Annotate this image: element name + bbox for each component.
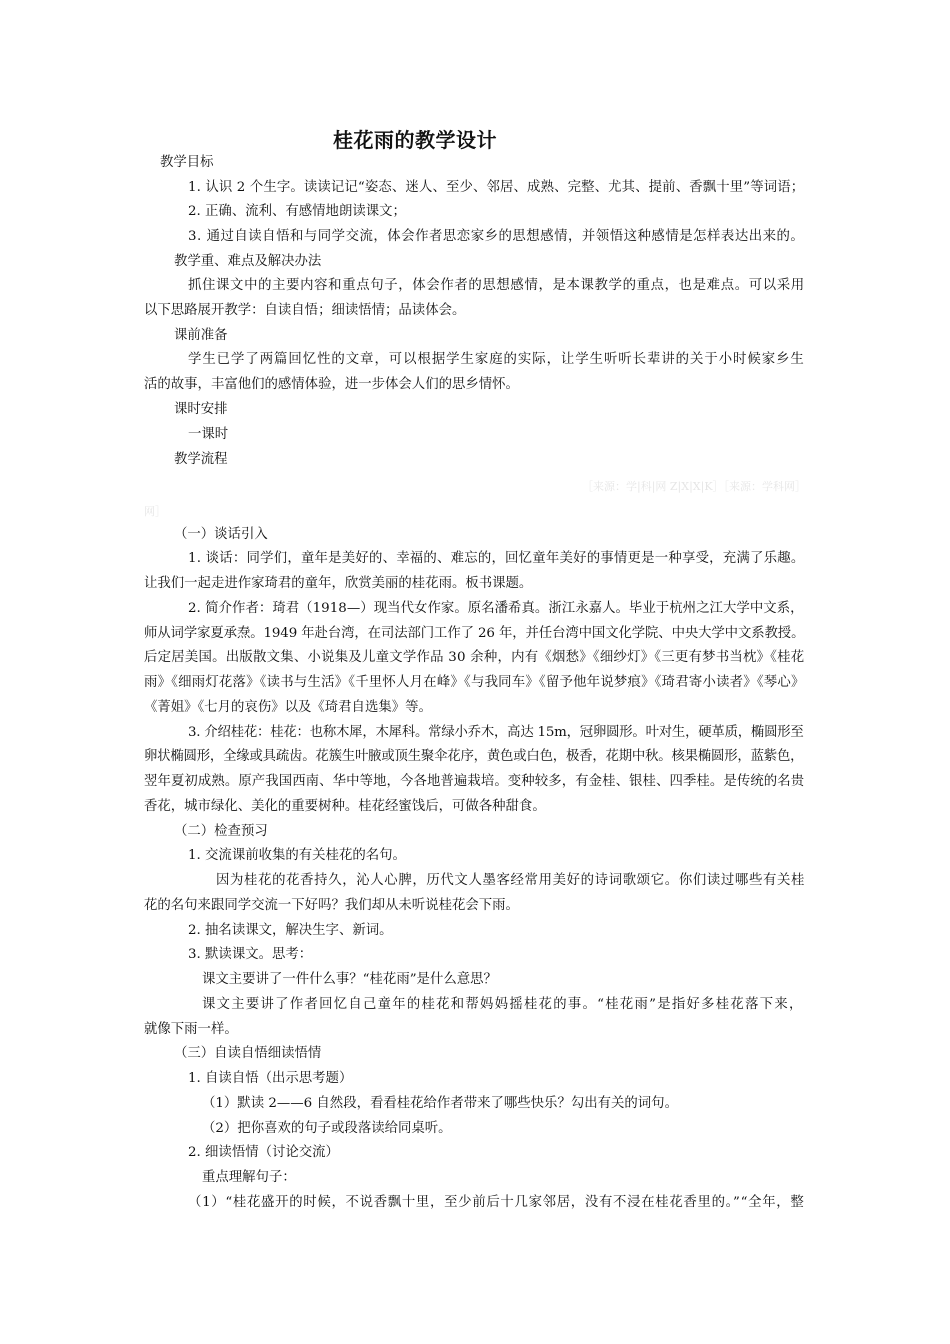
text-line: 活的故事，丰富他们的感情体验，进一步体会人们的思乡情怀。 [144, 377, 519, 392]
text-line: 香花，城市绿化、美化的重要树种。桂花经蜜饯后，可做各种甜食。 [144, 799, 546, 814]
text-line: 3. 介绍桂花：桂花：也称木犀，木犀科。常绿小乔木，高达 15m，冠卵圆形。叶对生，硬革质，椭圆形至 [188, 725, 804, 740]
text-line: 让我们一起走进作家琦君的童年，欣赏美丽的桂花雨。板书课题。 [144, 576, 533, 591]
text-line: 2. 抽名读课文，解决生字、新词。 [188, 923, 393, 938]
text-line: 翌年夏初成熟。原产我国西南、华中等地，今各地普遍栽培。变种较多，有金桂、银桂、四季桂。是传统的名贵 [144, 774, 805, 789]
text-line: 就像下雨一样。 [144, 1022, 238, 1037]
text-line: 1. 认识 2 个生字。读读记记“姿态、迷人、至少、邻居、成熟、完整、尤其、提前、香飘十里”等词语； [188, 180, 805, 195]
text-line: 重点理解句子： [202, 1170, 296, 1185]
text-line: （三）自读自悟细读悟情 [174, 1046, 322, 1061]
text-line: 2. 正确、流利、有感情地朗读课文； [188, 204, 406, 219]
text-line: （二）检查预习 [174, 824, 268, 839]
text-line: （1）默读 2——6 自然段，看看桂花给作者带来了哪些快乐？勾出有关的词句。 [202, 1096, 678, 1111]
text-line: 1. 自读自悟（出示思考题） [188, 1071, 353, 1086]
text-line: 教学重、难点及解决办法 [174, 254, 322, 269]
text-line: 2. 细读悟情（讨论交流） [188, 1145, 339, 1160]
text-line: 课文主要讲了一件什么事？“桂花雨”是什么意思？ [202, 972, 497, 987]
text-line: 教学目标 [160, 155, 214, 170]
text-line: 因为桂花的花香持久，沁人心脾，历代文人墨客经常用美好的诗词歌颂它。你们读过哪些有关桂 [216, 873, 806, 888]
text-line: 师从词学家夏承焘。1949 年赴台湾，在司法部门工作了 26 年，并任台湾中国文化学院、中央大学中文系教授。 [144, 626, 805, 641]
text-line: 1. 交流课前收集的有关桂花的名句。 [188, 848, 406, 863]
text-line: （2）把你喜欢的句子或段落读给同桌听。 [202, 1121, 452, 1136]
text-line: 雨》《细雨灯花落》《读书与生活》《千里怀人月在峰》《与我同车》《留予他年说梦痕》《琦君寄小读者》《琴心》 [144, 675, 805, 690]
document-title: 桂花雨的教学设计 [333, 128, 497, 152]
watermark-text: ［来源：学|科|网 Z|X|X|K］［来源：学科网］ [582, 480, 807, 493]
text-line: （1）“桂花盛开的时候，不说香飘十里，至少前后十几家邻居，没有不浸在桂花香里的。”“全年，整 [188, 1195, 805, 1210]
text-line: 后定居美国。出版散文集、小说集及儿童文学作品 30 余种，内有《烟愁》《细纱灯》《三更有梦书当枕》《桂花 [144, 650, 805, 665]
text-line: 2. 简介作者：琦君（1918—）现当代女作家。原名潘希真。浙江永嘉人。毕业于杭州之江大学中文系， [188, 601, 804, 616]
text-line: 卵状椭圆形，全缘或具疏齿。花簇生叶腋或顶生聚伞花序，黄色或白色，极香，花期中秋。核果椭圆形，蓝紫色， [144, 749, 804, 764]
text-line: 课文主要讲了作者回忆自己童年的桂花和帮妈妈摇桂花的事。“桂花雨”是指好多桂花落下来， [202, 997, 804, 1012]
text-line: （一）谈话引入 [174, 527, 268, 542]
text-line: 花的名句来跟同学交流一下好吗？我们却从未听说桂花会下雨。 [144, 898, 519, 913]
text-line: 1. 谈话：同学们，童年是美好的、幸福的、难忘的，回忆童年美好的事情更是一种享受，充满了乐趣。 [188, 551, 805, 566]
text-line: 课时安排 [174, 402, 228, 417]
watermark-text: 网］ [144, 505, 166, 518]
text-line: 3. 通过自读自悟和与同学交流，体会作者思恋家乡的思想感情，并领悟这种感情是怎样表达出来的。 [188, 229, 805, 244]
text-line: 教学流程 [174, 452, 228, 467]
text-line: 以下思路展开教学：自读自悟；细读悟情；品读体会。 [144, 303, 466, 318]
text-line: 一课时 [188, 427, 229, 442]
text-line: 《菁姐》《七月的哀伤》以及《琦君自选集》等。 [144, 700, 432, 715]
text-line: 3. 默读课文。思考： [188, 947, 313, 962]
text-line: 课前准备 [174, 328, 228, 343]
text-line: 学生已学了两篇回忆性的文章，可以根据学生家庭的实际，让学生听听长辈讲的关于小时候家乡生 [188, 352, 805, 367]
text-line: 抓住课文中的主要内容和重点句子，体会作者的思想感情，是本课教学的重点，也是难点。可以采用 [188, 278, 805, 293]
